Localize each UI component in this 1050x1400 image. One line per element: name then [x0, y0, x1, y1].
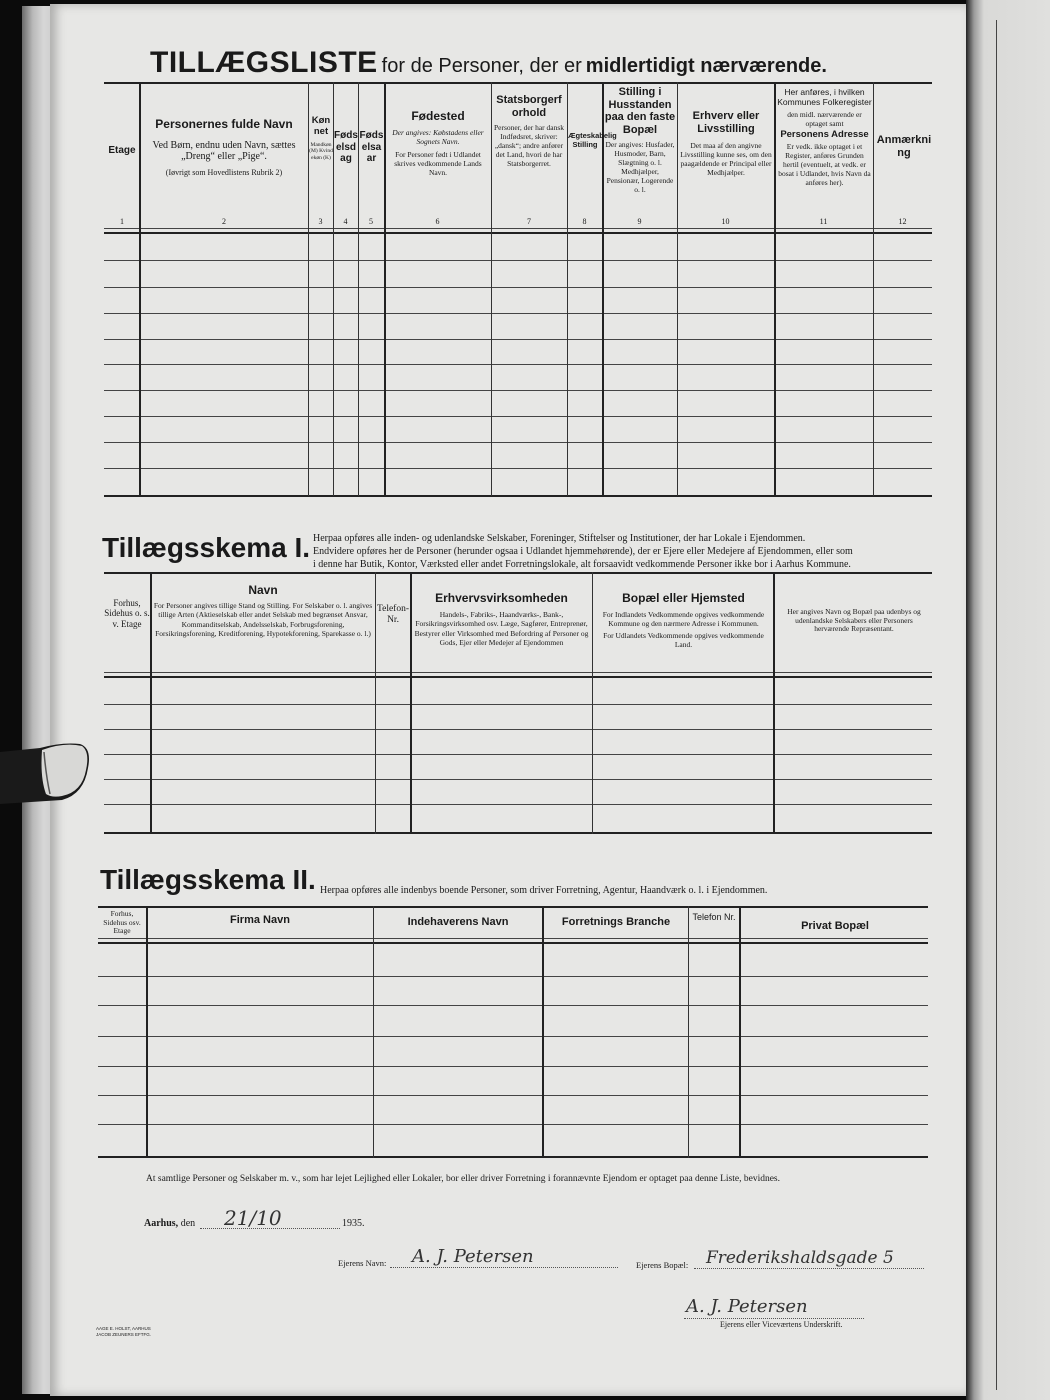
col-fodested: Fødested Der angives: Købstadens eller Sognets Navn. For Personer født i Udlandet skrives vedkommende Lands Navn. — [392, 109, 484, 177]
col-number: 8 — [582, 217, 587, 226]
col-number: 1 — [120, 217, 124, 226]
skema1-col-bopael: Bopæl eller Hjemsted For Indlandets Vedkommende opgives vedkommende Kommune og den nærmere Adresse i Kommunen. For Udlandets Vedkommende opgives vedkommende Land. — [602, 591, 765, 649]
owner-address-handwritten: Frederikshaldsgade 5 — [706, 1248, 894, 1268]
skema2-intro: Herpaa opføres alle indenbys boende Personer, som driver Forretning, Agentur, Haandværk o. l. i Ejendommen. — [320, 885, 768, 896]
col-konnet: Kønnet Mandkøn (M) Kvindekøn (K) — [309, 116, 333, 162]
skema2-title: Tillægsskema II. — [100, 864, 316, 895]
handwritten-date: 21/10 — [224, 1206, 282, 1230]
col-aegteskabelig: Ægteskabelig Stilling — [568, 131, 617, 149]
skema1-col-erhverv: Erhvervsvirksomheden Handels-, Fabriks-, Haandværks-, Bank-, Forsikringsvirksomhed osv. Læge, Sagfører, Entreprenør, Bestyrer eller Virksomhed med Befordring af Personer og Gods, Ejer eller Medejer af Ejendommen — [414, 591, 589, 647]
skema2-col-firma: Firma Navn — [230, 914, 290, 926]
col-number: 4 — [343, 217, 348, 226]
skema2-col-bopael: Privat Bopæl — [801, 920, 869, 932]
col-fodselsdag: Fødselsdag — [334, 130, 358, 164]
col-number: 2 — [222, 217, 226, 226]
title-end: midlertidigt nærværende. — [585, 55, 827, 77]
col-number: 7 — [527, 217, 531, 226]
skema1-col-repraesentant: Her angives Navn og Bopæl paa udenbys og udenlandske Selskabers eller Personers herværende Repræsentant. — [787, 607, 921, 634]
col-number: 10 — [721, 217, 730, 226]
printer-imprint: AAGE E. HOLST, AARHUS JACOB ZEUNERS EFTFG. — [96, 1326, 152, 1337]
thumb-image — [0, 738, 92, 806]
col-anmaerkning: Anmærkning — [876, 134, 932, 159]
facing-page — [966, 0, 1050, 1400]
document-page — [50, 4, 966, 1396]
skema1-col-telefon: Telefon-Nr. — [376, 604, 410, 625]
skema2-col-branche: Forretnings Branche — [561, 916, 671, 928]
declaration-text: At samtlige Personer og Selskaber m. v., som har lejet Lejlighed eller Lokaler, bor eller driver Forretning i forannævnte Ejendom er optaget paa denne Liste, bevidnes. — [146, 1174, 780, 1184]
owner-name-signature: A. J. Petersen — [412, 1246, 534, 1267]
col-statsborger: Statsborgerforhold Personer, der har dansk Indfødsret, skriver: „dansk“; andre anfører det Land, hvori de har Statsborgerret. — [493, 94, 565, 169]
col-number: 6 — [435, 217, 440, 226]
facing-page-rule — [996, 20, 997, 1390]
col-number: 5 — [369, 217, 373, 226]
skema1-col-etage: Forhus, Sidehus o. s. v. Etage — [104, 598, 150, 629]
col-folkeregister: Her anføres, i hvilken Kommunes Folkeregister den midl. nærværende er optaget samt Personens Adresse Er vedk. ikke optaget i et Register, anføres Grunden hertil (eventuelt, at vedk. er bosat i Udlandet, hvis Navn da anføres her). — [777, 87, 872, 188]
year-label: 1935. — [342, 1218, 365, 1229]
skema2-col-etage: Forhus, Sidehus osv. Etage — [103, 909, 141, 936]
col-erhverv: Erhverv eller Livsstilling Det maa af den angivne Livsstilling kunne ses, om den paagældende er Principal eller Medhjælper. — [680, 110, 772, 178]
skema2-col-indehaver: Indehaverens Navn — [407, 916, 509, 928]
skema2-col-telefon: Telefon Nr. — [692, 912, 736, 922]
col-etage: Etage — [108, 145, 136, 156]
col-stilling-husstand: Stilling i Husstanden paa den faste Bopæl Der angives: Husfader, Husmoder, Barn, Slægtning o. l. Medhjælper, Pensionær, Logerende o. l. — [604, 86, 676, 194]
col-navn: Personernes fulde Navn Ved Børn, endnu uden Navn, sættes „Dreng“ eller „Pige“. (Iøvrigt som Hovedlistens Rubrik 2) — [152, 117, 296, 177]
skema1-intro: Herpaa opføres alle inden- og udenlandske Selskaber, Foreninger, Stiftelser og Institutioner, der har Lokale i Ejendommen. Endvidere opføres her de Personer (herunder ogsaa i Udlandet hjemmehørende), der er Ejere eller Medejere af Ejendommen, eller som i denne har Butik, Kontor, Værksted eller andet Forretningslokale, alt forsaavidt vedkommende Personer ikke bor i Aarhus Kommune. — [313, 533, 853, 570]
place-label: Aarhus, den — [144, 1218, 196, 1229]
col-number: 11 — [819, 217, 828, 226]
skema1-title: Tillægsskema I. — [102, 532, 311, 563]
col-number: 9 — [637, 217, 642, 226]
page-title — [150, 46, 827, 80]
col-number: 12 — [898, 217, 907, 226]
owner-address-label: Ejerens Bopæl: — [636, 1260, 689, 1270]
title-bold: TILLÆGSLISTE — [150, 46, 378, 79]
col-fodselsaar: Fødselsaar — [359, 130, 384, 164]
skema1-col-navn: Navn For Personer angives tillige Stand og Stilling. For Selskaber o. l. angives tillige Arten (Aktieselskab eller andet Selskab med begrænset Ansvar, Kommanditselskab, Andelsselskab, Forbrugsforening, Forsikringsforening, Kreditforening, Hypotekforening, Sparekasse o. l.) — [153, 583, 373, 638]
col-number: 3 — [318, 217, 323, 226]
signature-image: A. J. Petersen — [686, 1296, 808, 1317]
signature-label: Ejerens eller Viceværtens Underskrift. — [720, 1320, 843, 1329]
owner-name-label: Ejerens Navn: — [338, 1258, 387, 1268]
title-middle: for de Personer, der er — [381, 55, 582, 77]
